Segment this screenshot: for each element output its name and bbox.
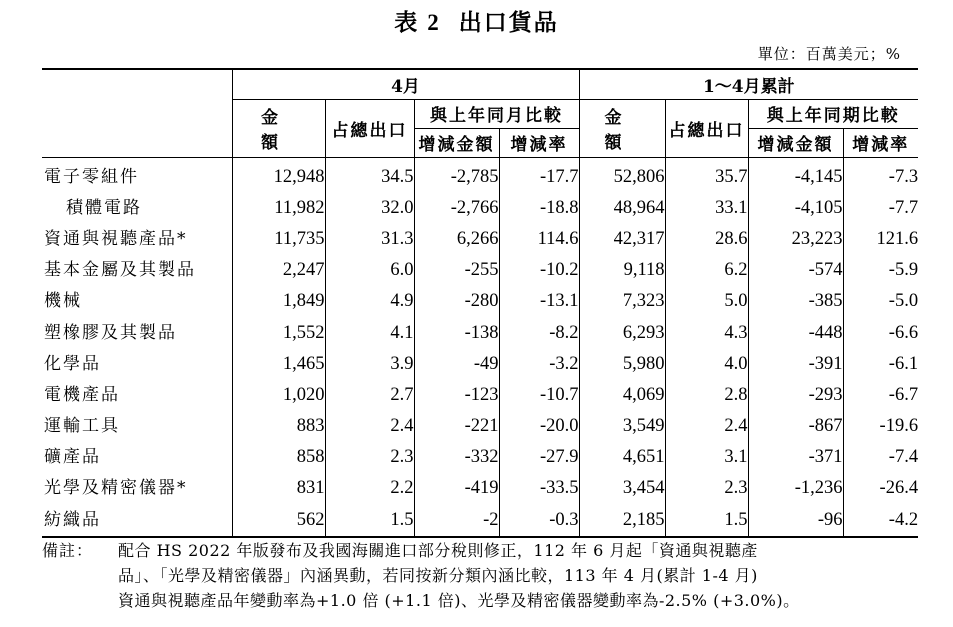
table-row [42, 411, 918, 442]
cell-change-rate-month: -8.2 [499, 317, 579, 348]
table-row [42, 349, 918, 380]
row-label: 礦產品 [44, 447, 101, 468]
table-row [42, 157, 918, 193]
cell-amount-cum: 48,964 [579, 193, 665, 224]
cell-share-cum: 3.1 [665, 442, 748, 473]
cell-share-month: 34.5 [325, 157, 414, 193]
cell-change-rate-cum: 121.6 [843, 224, 918, 255]
cell-share-month: 2.2 [325, 473, 414, 504]
cell-amount-month: 1,552 [232, 317, 325, 348]
row-label: 化學品 [44, 353, 101, 374]
cell-change-amount-month: -332 [414, 442, 499, 473]
cell-change-rate-cum: -26.4 [843, 473, 918, 504]
cell-share-cum: 35.7 [665, 157, 748, 193]
cell-amount-month: 858 [232, 442, 325, 473]
cell-share-month: 3.9 [325, 349, 414, 380]
header-share-month: 占總出口 [325, 99, 414, 157]
cell-amount-month: 883 [232, 411, 325, 442]
cell-share-cum: 1.5 [665, 505, 748, 537]
cell-amount-cum: 4,651 [579, 442, 665, 473]
cell-amount-cum: 6,293 [579, 317, 665, 348]
export-goods-table [42, 68, 918, 538]
header-amount-cum: 金 額 [579, 99, 665, 157]
cell-share-cum: 28.6 [665, 224, 748, 255]
cell-change-rate-cum: -6.7 [843, 380, 918, 411]
header-yoy-cum: 與上年同期比較 [748, 99, 918, 128]
cell-share-cum: 6.2 [665, 255, 748, 286]
title-text: 出口貨品 [458, 9, 559, 36]
cell-amount-cum: 7,323 [579, 286, 665, 317]
cell-change-amount-month: -2,785 [414, 157, 499, 193]
cell-amount-cum: 3,454 [579, 473, 665, 504]
cell-share-month: 6.0 [325, 255, 414, 286]
cell-change-amount-month: -49 [414, 349, 499, 380]
cell-change-amount-month: 6,266 [414, 224, 499, 255]
cell-change-rate-month: 114.6 [499, 224, 579, 255]
cell-amount-cum: 5,980 [579, 349, 665, 380]
row-label: 塑橡膠及其製品 [44, 322, 177, 343]
header-share-cum: 占總出口 [665, 99, 748, 157]
footnote [42, 538, 922, 613]
cell-share-cum: 4.0 [665, 349, 748, 380]
cell-change-rate-month: -10.2 [499, 255, 579, 286]
cell-change-rate-month: -20.0 [499, 411, 579, 442]
cell-change-amount-month: -419 [414, 473, 499, 504]
cell-share-month: 2.7 [325, 380, 414, 411]
cell-change-amount-cum: -385 [748, 286, 843, 317]
cell-change-amount-month: -123 [414, 380, 499, 411]
cell-change-amount-cum: 23,223 [748, 224, 843, 255]
unit-label: 單位：百萬美元；% [757, 45, 901, 63]
header-amount-month: 金 額 [232, 99, 325, 157]
cell-change-amount-month: -255 [414, 255, 499, 286]
table-row [42, 473, 918, 504]
cell-amount-month: 1,020 [232, 380, 325, 411]
cell-change-amount-month: -2 [414, 505, 499, 537]
title-number: 2 [427, 10, 441, 35]
row-label: 機械 [44, 291, 82, 312]
cell-share-cum: 5.0 [665, 286, 748, 317]
table-row [42, 224, 918, 255]
table-row [42, 442, 918, 473]
row-label: 電子零組件 [44, 166, 139, 187]
cell-share-cum: 2.8 [665, 380, 748, 411]
header-change-rate-month: 增減率 [499, 128, 579, 157]
cell-change-rate-month: -3.2 [499, 349, 579, 380]
cell-share-cum: 33.1 [665, 193, 748, 224]
cell-change-rate-cum: -7.3 [843, 157, 918, 193]
cell-amount-month: 11,735 [232, 224, 325, 255]
cell-amount-cum: 9,118 [579, 255, 665, 286]
header-blank [42, 69, 232, 157]
header-change-rate-cum: 增減率 [843, 128, 918, 157]
cell-change-rate-month: -33.5 [499, 473, 579, 504]
footnote-line-3: 資通與視聽產品年變動率為+1.0 倍 (+1.1 倍)、光學及精密儀器變動率為-2.5% (+3.0%)。 [118, 591, 800, 610]
cell-amount-month: 11,982 [232, 193, 325, 224]
cell-amount-month: 12,948 [232, 157, 325, 193]
table-title [0, 6, 953, 40]
cell-change-amount-month: -138 [414, 317, 499, 348]
cell-change-rate-cum: -6.6 [843, 317, 918, 348]
cell-share-month: 31.3 [325, 224, 414, 255]
footnote-line-2: 品」、「光學及精密儀器」內涵異動，若同按新分類內涵比較，113 年 4 月(累計 1-4 月) [118, 566, 758, 585]
row-label: 紡織品 [42, 505, 232, 537]
cell-share-cum: 4.3 [665, 317, 748, 348]
cell-change-rate-cum: -6.1 [843, 349, 918, 380]
cell-change-amount-month: -221 [414, 411, 499, 442]
cell-share-month: 2.4 [325, 411, 414, 442]
cell-amount-cum: 52,806 [579, 157, 665, 193]
cell-share-month: 32.0 [325, 193, 414, 224]
cell-change-rate-month: -18.8 [499, 193, 579, 224]
cell-change-amount-month: -280 [414, 286, 499, 317]
table-row [42, 317, 918, 348]
cell-change-rate-cum: -7.7 [843, 193, 918, 224]
header-change-amount-month: 增減金額 [414, 128, 499, 157]
table-row [42, 380, 918, 411]
footnote-line-1: 配合 HS 2022 年版發布及我國海關進口部分稅則修正，112 年 6 月起「資通與視聽產 [118, 541, 758, 560]
cell-amount-cum: 4,069 [579, 380, 665, 411]
cell-change-amount-cum: -391 [748, 349, 843, 380]
cell-change-amount-cum: -371 [748, 442, 843, 473]
table-row [42, 505, 918, 537]
table-row [42, 286, 918, 317]
cell-change-rate-month: -10.7 [499, 380, 579, 411]
cell-change-amount-cum: -4,145 [748, 157, 843, 193]
cell-share-month: 4.9 [325, 286, 414, 317]
cell-change-amount-month: -2,766 [414, 193, 499, 224]
header-yoy-month: 與上年同月比較 [414, 99, 579, 128]
table-row [42, 255, 918, 286]
row-label: 積體電路 [66, 197, 142, 218]
cell-amount-month: 562 [232, 505, 325, 537]
cell-change-rate-month: -13.1 [499, 286, 579, 317]
cell-share-month: 4.1 [325, 317, 414, 348]
cell-change-rate-month: -17.7 [499, 157, 579, 193]
cell-share-cum: 2.4 [665, 411, 748, 442]
cell-change-rate-cum: -19.6 [843, 411, 918, 442]
cell-amount-cum: 3,549 [579, 411, 665, 442]
cell-change-amount-cum: -293 [748, 380, 843, 411]
title-prefix: 表 [394, 9, 420, 36]
cell-amount-cum: 2,185 [579, 505, 665, 537]
cell-amount-month: 2,247 [232, 255, 325, 286]
table-row [42, 193, 918, 224]
row-label: 電機產品 [44, 384, 120, 405]
cell-change-rate-cum: -7.4 [843, 442, 918, 473]
row-label: 資通與視聽產品* [44, 228, 188, 249]
cell-change-rate-month: -0.3 [499, 505, 579, 537]
cell-change-rate-cum: -5.0 [843, 286, 918, 317]
cell-amount-month: 831 [232, 473, 325, 504]
header-jan-apr: 1～4月累計 [579, 69, 918, 99]
row-label: 光學及精密儀器* [44, 478, 188, 499]
cell-change-amount-cum: -448 [748, 317, 843, 348]
cell-change-amount-cum: -96 [748, 505, 843, 537]
cell-change-amount-cum: -4,105 [748, 193, 843, 224]
cell-share-month: 1.5 [325, 505, 414, 537]
cell-amount-month: 1,849 [232, 286, 325, 317]
cell-change-amount-cum: -1,236 [748, 473, 843, 504]
cell-amount-month: 1,465 [232, 349, 325, 380]
row-label: 基本金屬及其製品 [44, 260, 196, 281]
cell-change-rate-cum: -4.2 [843, 505, 918, 537]
cell-share-cum: 2.3 [665, 473, 748, 504]
cell-change-amount-cum: -574 [748, 255, 843, 286]
cell-amount-cum: 42,317 [579, 224, 665, 255]
cell-change-amount-cum: -867 [748, 411, 843, 442]
cell-change-rate-cum: -5.9 [843, 255, 918, 286]
header-april: 4月 [232, 69, 579, 99]
table-body [42, 157, 918, 537]
row-label: 運輸工具 [44, 416, 120, 437]
cell-share-month: 2.3 [325, 442, 414, 473]
cell-change-rate-month: -27.9 [499, 442, 579, 473]
header-change-amount-cum: 增減金額 [748, 128, 843, 157]
footnote-label: 備註： [42, 541, 94, 560]
